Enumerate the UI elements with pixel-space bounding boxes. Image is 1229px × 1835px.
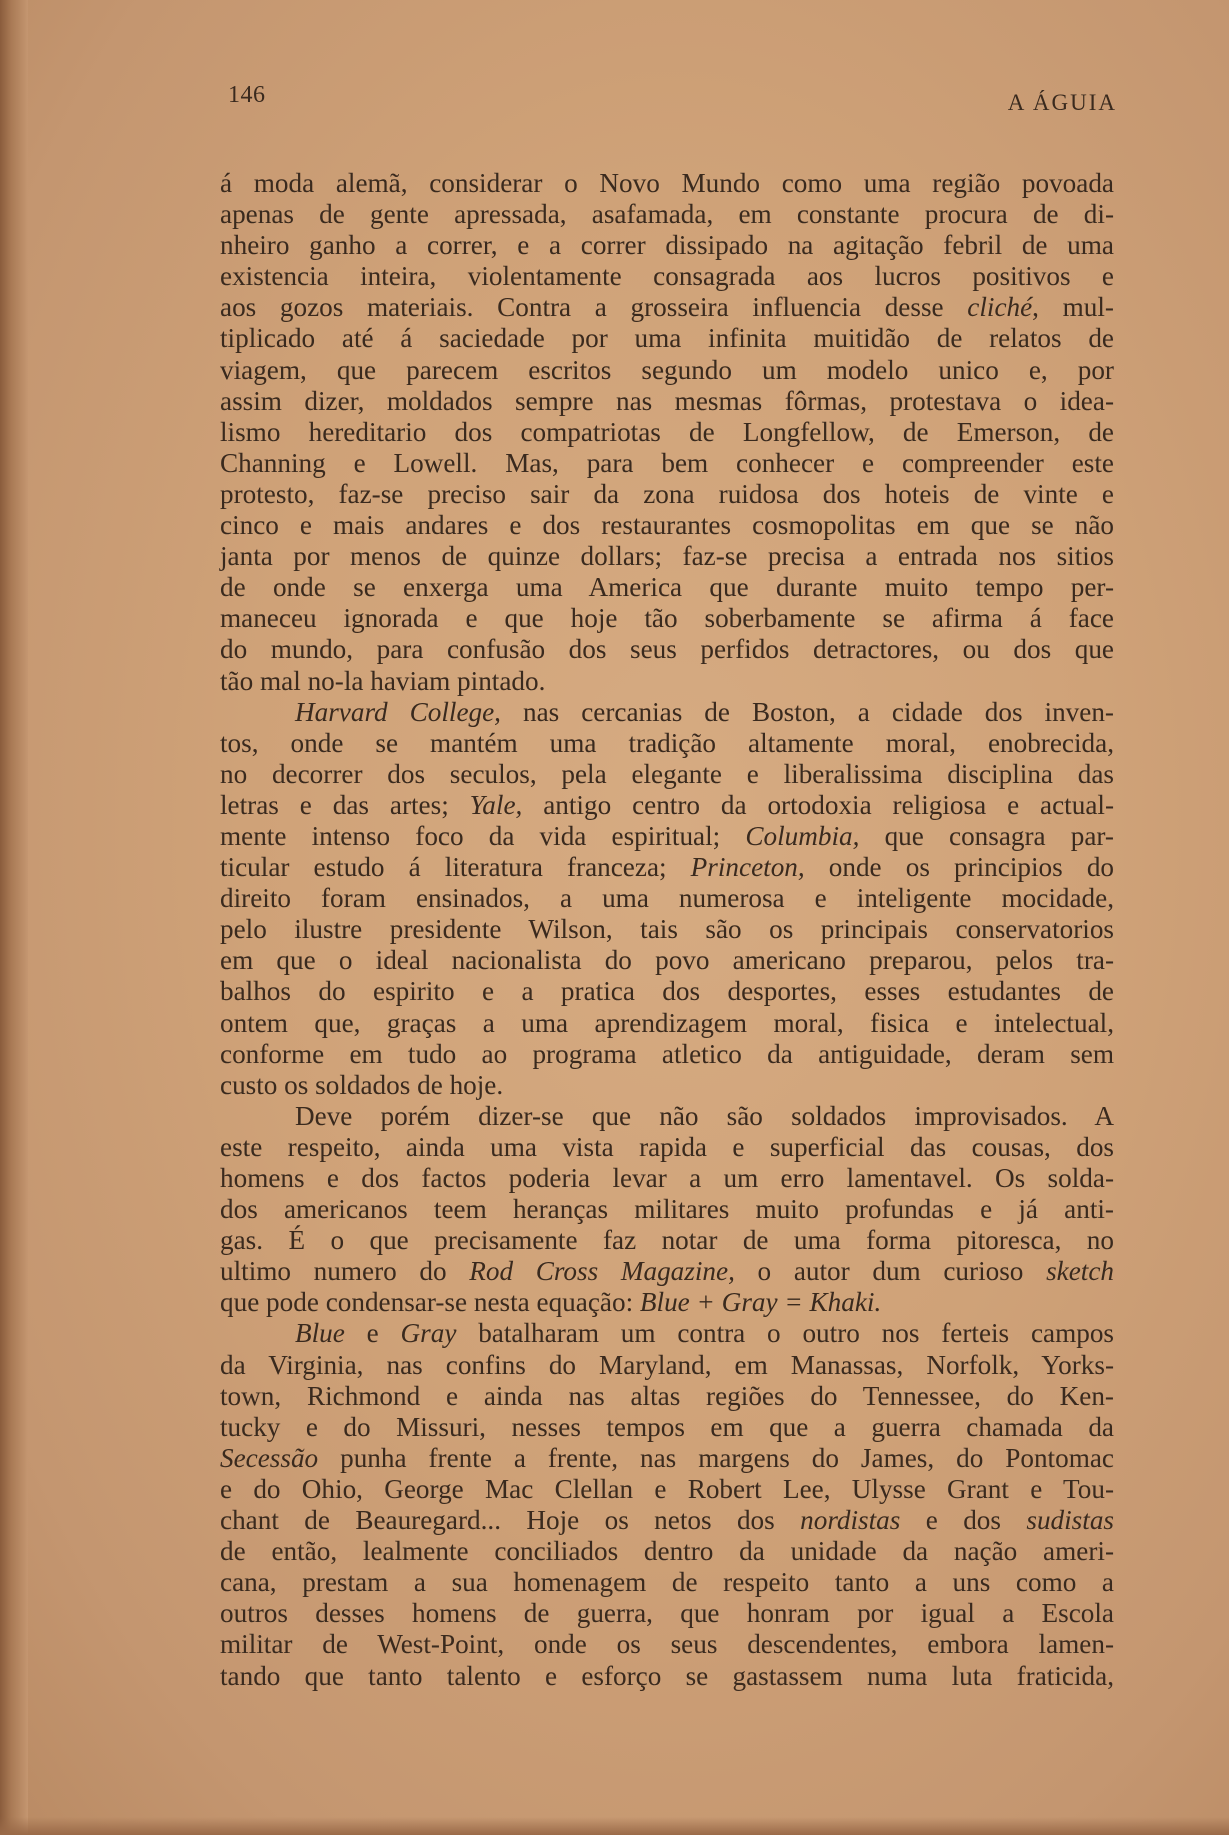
text-line: Blue e Gray batalharam um contra o outro nos ferteis campos: [295, 1318, 1114, 1349]
text-line: protesto, faz-se preciso sair da zona ruidosa dos hoteis de vinte e: [220, 478, 1114, 509]
text-line: existencia inteira, violentamente consagrada aos lucros positivos e: [220, 261, 1114, 292]
text-line: Harvard College, nas cercanias de Boston, a cidade dos inven-: [295, 696, 1114, 727]
text-line: de onde se enxerga uma America que durante muito tempo per-: [220, 572, 1114, 603]
text-line: da Virginia, nas confins do Maryland, em Manassas, Norfolk, Yorks-: [220, 1349, 1114, 1380]
running-title: A ÁGUIA: [1007, 90, 1117, 115]
text-line: e do Ohio, George Mac Clellan e Robert Lee, Ulysse Grant e Tou-: [220, 1473, 1114, 1504]
text-line: aos gozos materiais. Contra a grosseira influencia desse cliché, mul-: [220, 292, 1114, 323]
text-line: em que o ideal nacionalista do povo americano preparou, pelos tra-: [220, 945, 1114, 976]
page-number: 146: [228, 82, 266, 108]
text-line: Deve porém dizer-se que não são soldados improvisados. A: [295, 1100, 1114, 1131]
text-line: no decorrer dos seculos, pela elegante e liberalissima disciplina das: [220, 758, 1114, 789]
text-line: custo os soldados de hoje.: [220, 1069, 504, 1100]
text-line: apenas de gente apressada, asafamada, em constante procura de di-: [220, 199, 1114, 230]
text-line: conforme em tudo ao programa atletico da antiguidade, deram sem: [220, 1038, 1114, 1069]
page-header: [228, 82, 1117, 122]
text-line: este respeito, ainda uma vista rapida e superficial das cousas, dos: [220, 1131, 1114, 1162]
text-line: tucky e do Missuri, nesses tempos em que a guerra chamada da: [220, 1411, 1114, 1442]
text-line: nheiro ganho a correr, e a correr dissipado na agitação febril de uma: [220, 230, 1114, 261]
text-line: ticular estudo á literatura franceza; Princeton, onde os principios do: [220, 852, 1115, 883]
text-line: do mundo, para confusão dos seus perfidos detractores, ou dos que: [220, 634, 1114, 665]
page-spine-edge: [0, 0, 28, 1835]
text-line: tos, onde se mantém uma tradição altamente moral, enobrecida,: [220, 727, 1114, 758]
text-line: cinco e mais andares e dos restaurantes cosmopolitas em que se não: [220, 510, 1114, 541]
text-line: tiplicado até á saciedade por uma infinita muitidão de relatos de: [220, 323, 1114, 354]
text-line: maneceu ignorada e que hoje tão soberbamente se afirma á face: [220, 603, 1114, 634]
text-line: homens e dos factos poderia levar a um erro lamentavel. Os solda-: [220, 1163, 1114, 1193]
text-line: tão mal no-la haviam pintado.: [220, 665, 546, 696]
text-line: de então, lealmente conciliados dentro da unidade da nação ameri-: [220, 1536, 1114, 1567]
text-line: outros desses homens de guerra, que honram por igual a Escola: [220, 1598, 1114, 1629]
text-line: town, Richmond e ainda nas altas regiões do Tennessee, do Ken-: [220, 1380, 1114, 1411]
text-line: á moda alemã, considerar o Novo Mundo como uma região povoada: [220, 168, 1114, 198]
text-line: viagem, que parecem escritos segundo um modelo unico e, por: [220, 354, 1114, 385]
text-line: cana, prestam a sua homenagem de respeito tanto a uns como a: [220, 1567, 1114, 1598]
text-line: lismo hereditario dos compatriotas de Longfellow, de Emerson, de: [220, 416, 1114, 447]
text-line: assim dizer, moldados sempre nas mesmas fôrmas, protestava o idea-: [220, 385, 1114, 416]
text-line: Channing e Lowell. Mas, para bem conhecer e compreender este: [220, 447, 1114, 478]
text-line: janta por menos de quinze dollars; faz-se precisa a entrada nos sitios: [220, 541, 1114, 572]
text-line: letras e das artes; Yale, antigo centro da ortodoxia religiosa e actual-: [220, 789, 1114, 820]
text-line: militar de West-Point, onde os seus descendentes, embora lamen-: [220, 1629, 1114, 1660]
body-text: [220, 168, 1114, 1692]
text-line: gas. É o que precisamente faz notar de uma forma pitoresca, no: [220, 1225, 1114, 1256]
text-line: tando que tanto talento e esforço se gastassem numa luta fraticida,: [220, 1660, 1114, 1691]
text-line: ontem que, graças a uma aprendizagem moral, fisica e intelectual,: [220, 1007, 1114, 1038]
text-line: direito foram ensinados, a uma numerosa e inteligente mocidade,: [220, 883, 1114, 914]
text-line: Secessão punha frente a frente, nas margens do James, do Pontomac: [220, 1442, 1114, 1473]
text-line: balhos do espirito e a pratica dos desportes, esses estudantes de: [220, 976, 1114, 1007]
text-line: pelo ilustre presidente Wilson, tais são os principais conservatorios: [220, 914, 1114, 945]
text-line: dos americanos teem heranças militares muito profundas e já anti-: [220, 1194, 1114, 1225]
text-line: mente intenso foco da vida espiritual; Columbia, que consagra par-: [220, 820, 1114, 851]
text-line: ultimo numero do Rod Cross Magazine, o autor dum curioso sketch: [220, 1256, 1114, 1287]
page-bottom-edge: [0, 1817, 1229, 1835]
text-line: que pode condensar-se nesta equação: Blue + Gray = Khaki.: [220, 1287, 882, 1318]
text-line: chant de Beauregard... Hoje os netos dos nordistas e dos sudistas: [220, 1505, 1114, 1536]
